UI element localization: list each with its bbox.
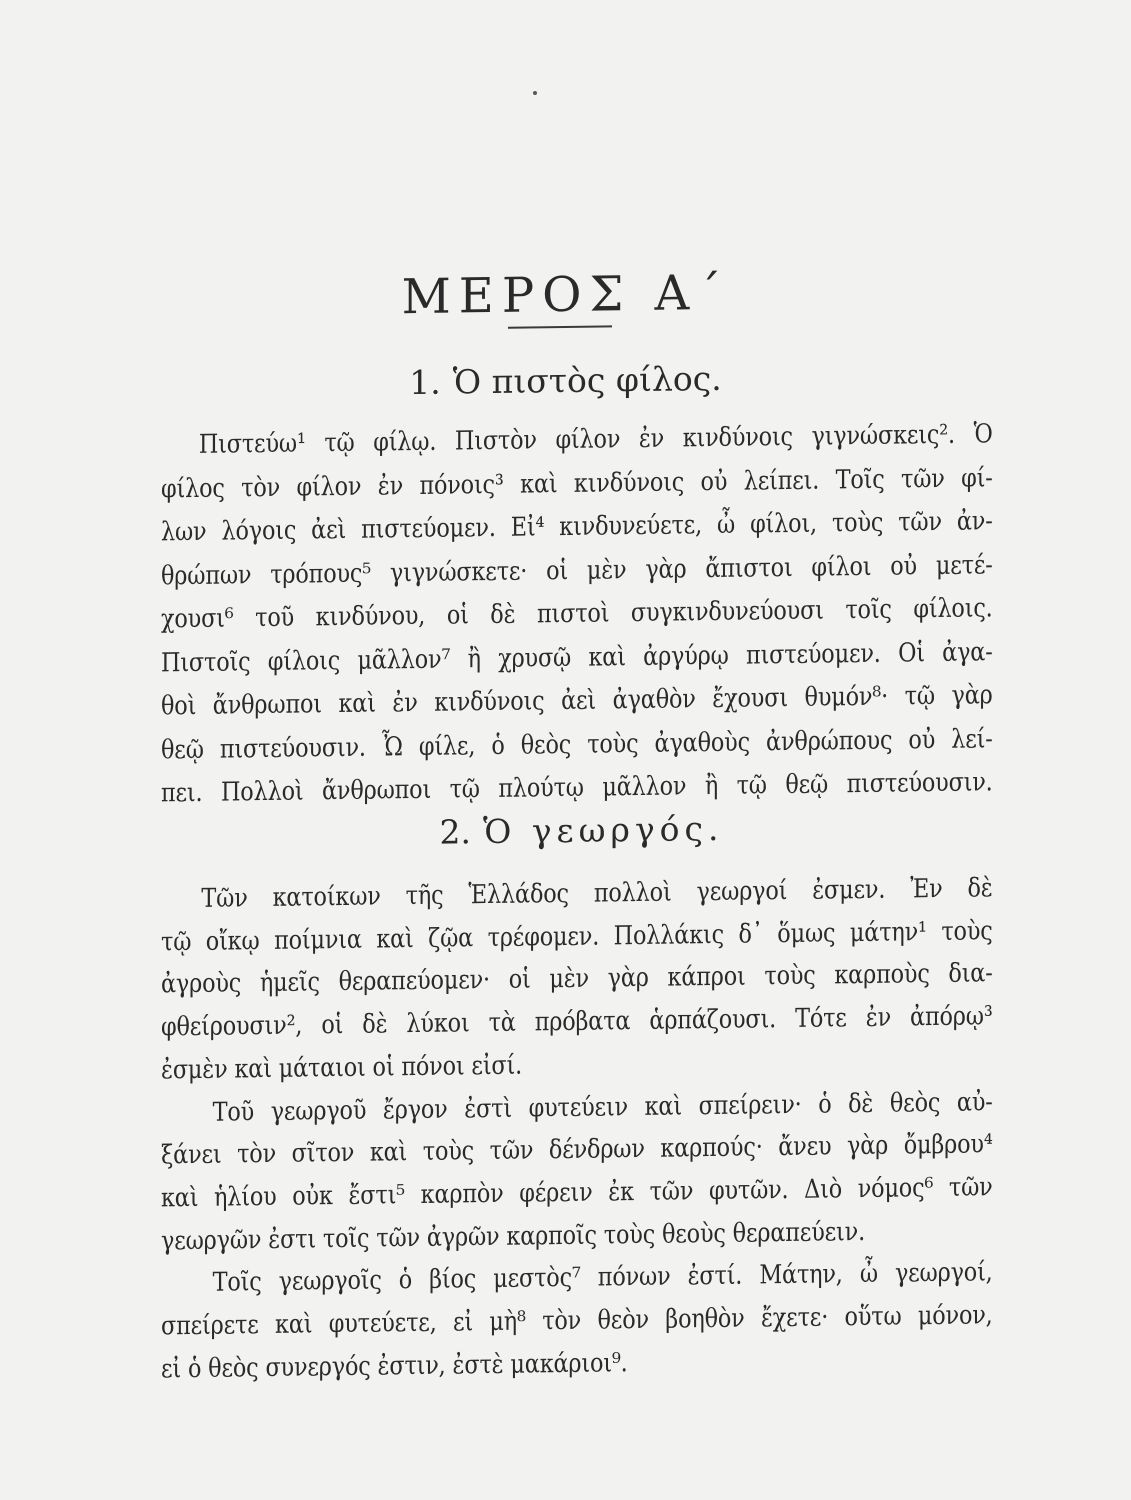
- paragraph: [161, 1252, 993, 1391]
- section-title: Ὁ γεωργός.: [482, 808, 724, 852]
- paragraph: [161, 413, 993, 816]
- text-line: σπείρετε καὶ φυτεύετε, εἰ μὴ⁸ τὸν θεὸν βοηθὸν ἔχετε· οὕτω μόνον,: [161, 1300, 993, 1342]
- section-number: 2.: [439, 812, 471, 852]
- text-line: Τοῦ γεωργοῦ ἔργον ἐστὶ φυτεύειν καὶ σπείρειν· ὁ δὲ θεὸς αὐ-: [212, 1086, 993, 1128]
- section-number: 1.: [409, 362, 441, 403]
- section-2-text: [161, 867, 993, 1391]
- paragraph: [161, 1081, 993, 1263]
- text-line: γεωργῶν ἐστι τοῖς τῶν ἀγρῶν καρποῖς τοὺς θεοὺς θεραπεύειν.: [161, 1216, 866, 1257]
- text-line: εἰ ὁ θεὸς συνεργός ἐστιν, ἐστὲ μακάριοι⁹.: [161, 1347, 628, 1385]
- text-line: ξάνει τὸν σῖτον καὶ τοὺς τῶν δένδρων καρπούς· ἄνευ γὰρ ὄμβρου⁴: [161, 1129, 993, 1171]
- text-line: Πιστεύω¹ τῷ φίλῳ. Πιστὸν φίλον ἐν κινδύνοις γιγνώσκεις². Ὁ: [198, 419, 993, 460]
- section-1-text: [161, 413, 993, 816]
- text-line: τῷ οἴκῳ ποίμνια καὶ ζῷα τρέφομεν. Πολλάκις δ᾽ ὅμως μάτην¹ τοὺς: [161, 915, 993, 958]
- text-line: ἐσμὲν καὶ μάταιοι οἱ πόνοι εἰσί.: [161, 1050, 523, 1086]
- text-line: θεῷ πιστεύουσιν. Ὦ φίλε, ὁ θεὸς τοὺς ἀγαθοὺς ἀνθρώπους οὐ λεί-: [161, 723, 993, 765]
- text-line: πει. Πολλοὶ ἄνθρωποι τῷ πλούτῳ μᾶλλον ἢ τῷ θεῷ πιστεύουσιν.: [161, 767, 993, 809]
- text-line: καὶ ἡλίου οὐκ ἔστι⁵ καρπὸν φέρειν ἐκ τῶν φυτῶν. Διὸ νόμος⁶ τῶν: [161, 1172, 993, 1214]
- part-title: ΜΕΡΟΣ Α΄: [401, 264, 730, 326]
- text-line: Τῶν κατοίκων τῆς Ἑλλάδος πολλοὶ γεωργοί ἐσμεν. Ἐν δὲ: [201, 873, 993, 914]
- section-title: Ὁ πιστὸς φίλος.: [452, 358, 722, 402]
- text-line: ἀγροὺς ἡμεῖς θεραπεύομεν· οἱ μὲν γὰρ κάπροι τοὺς καρποὺς δια-: [161, 958, 993, 1000]
- text-line: θρώπων τρόπους⁵ γιγνώσκετε· οἱ μὲν γὰρ ἄπιστοι φίλοι οὐ μετέ-: [161, 549, 993, 591]
- text-line: λων λόγοις ἀεὶ πιστεύομεν. Εἰ⁴ κινδυνεύετε, ὦ φίλοι, τοὺς τῶν ἀν-: [161, 506, 993, 548]
- text-line: θοὶ ἄνθρωποι καὶ ἐν κινδύνοις ἀεὶ ἀγαθὸν ἔχουσι θυμόν⁸· τῷ γὰρ: [161, 680, 993, 722]
- text-line: Τοῖς γεωργοῖς ὁ βίος μεστὸς⁷ πόνων ἐστί. Μάτην, ὦ γεωργοί,: [212, 1257, 993, 1299]
- text-line: φίλος τὸν φίλον ἐν πόνοις³ καὶ κινδύνοις οὐ λείπει. Τοῖς τῶν φί-: [161, 462, 993, 504]
- text-line: χουσι⁶ τοῦ κινδύνου, οἱ δὲ πιστοὶ συγκινδυνεύουσι τοῖς φίλοις.: [161, 593, 993, 635]
- paragraph: [161, 867, 993, 1092]
- section-heading-1: [0, 353, 1131, 408]
- text-line: φθείρουσιν², οἱ δὲ λύκοι τὰ πρόβατα ἁρπάζουσι. Τότε ἐν ἀπόρῳ³: [161, 1001, 993, 1043]
- title-rule: [508, 325, 612, 328]
- text-line: Πιστοῖς φίλοις μᾶλλον⁷ ἢ χρυσῷ καὶ ἀργύρῳ πιστεύομεν. Οἱ ἀγα-: [161, 636, 993, 678]
